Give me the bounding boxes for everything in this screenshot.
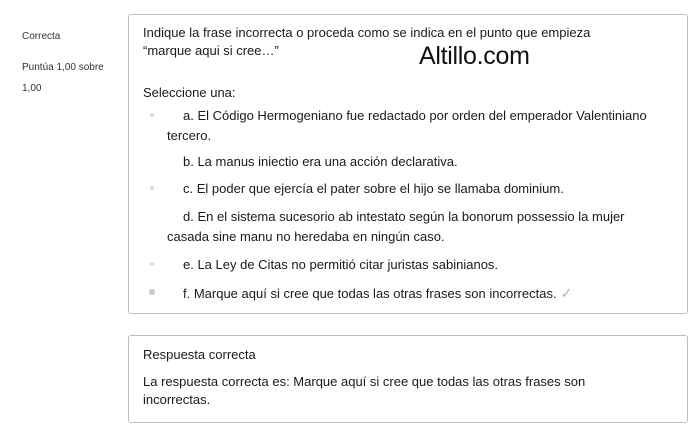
watermark: Altillo.com: [419, 42, 530, 70]
checkmark-icon: ✓: [560, 285, 573, 301]
question-grade: Puntúa 1,00 sobre 1,00: [22, 62, 104, 94]
correct-answer-text: La respuesta correcta es: Marque aquí si cree que todas las otras frases son incorrectas.: [143, 374, 586, 407]
feedback-title: Respuesta correcta: [143, 347, 256, 362]
option-c[interactable]: [167, 179, 667, 199]
question-box: [128, 14, 688, 314]
option-label: c. El poder que ejercía el pater sobre el hijo se llamaba dominium.: [183, 181, 564, 196]
option-b[interactable]: [167, 152, 667, 172]
option-label: b. La manus iniectio era una acción declarativa.: [183, 154, 458, 169]
option-e[interactable]: [167, 255, 667, 275]
option-label: f. Marque aquí si cree que todas las otras frases son incorrectas.: [183, 286, 557, 301]
option-label: a. El Código Hermogeniano fue redactado por orden del emperador Valentiniano tercero.: [167, 108, 647, 143]
select-prompt: Seleccione una:: [143, 85, 236, 100]
option-d[interactable]: [167, 207, 667, 247]
radio-button-selected[interactable]: [149, 289, 155, 295]
question-info: [22, 30, 122, 99]
radio-button[interactable]: [150, 113, 154, 117]
radio-button[interactable]: [150, 186, 154, 190]
option-f[interactable]: [167, 283, 667, 304]
question-state: Correcta: [22, 31, 61, 42]
option-label: e. La Ley de Citas no permitió citar juristas sabinianos.: [183, 257, 499, 272]
question-text: Indique la frase incorrecta o proceda como se indica en el punto que empieza “marque aqui si cree…”: [143, 25, 591, 58]
radio-button[interactable]: [150, 262, 154, 266]
option-a[interactable]: [167, 106, 667, 146]
option-label: d. En el sistema sucesorio ab intestato según la bonorum possessio la mujer casada sine manu no heredaba en ningún caso.: [167, 209, 625, 244]
feedback-box: [128, 335, 688, 423]
